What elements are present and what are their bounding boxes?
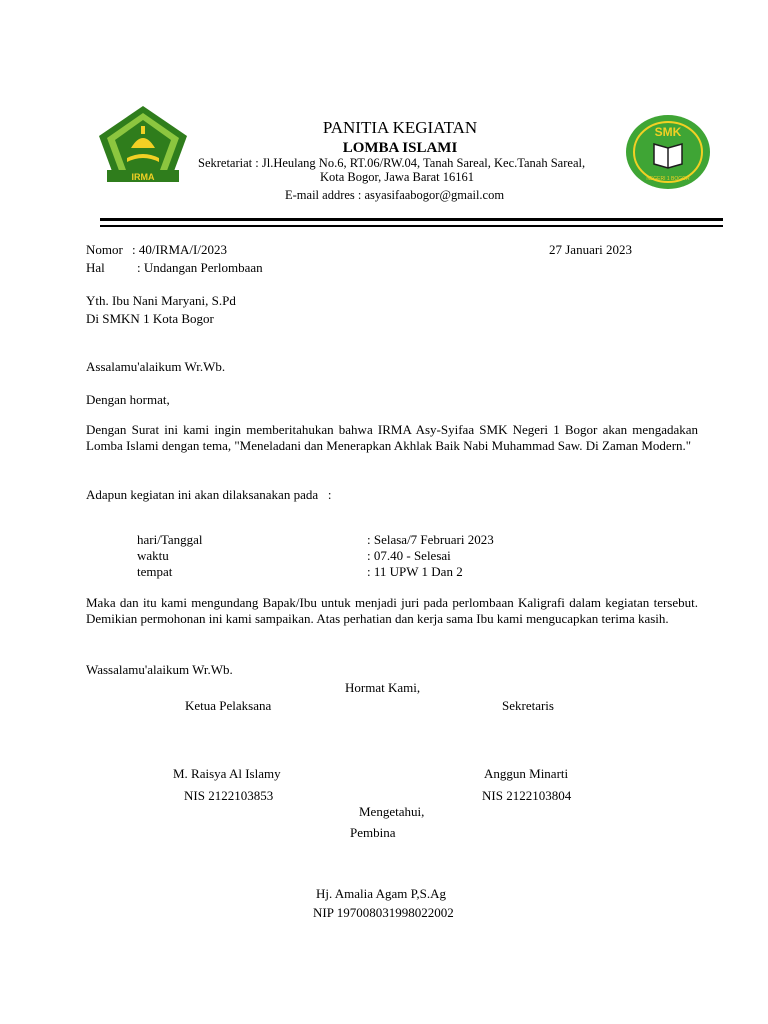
letterhead-address-line1: Sekretariat : Jl.Heulang No.6, RT.06/RW.04, Tanah Sareal, Kec.Tanah Sareal, <box>198 156 586 170</box>
irma-logo <box>97 104 189 184</box>
greeting: Assalamu'alaikum Wr.Wb. <box>86 359 226 374</box>
ketua-role: Ketua Pelaksana <box>185 698 272 713</box>
letterhead-title: PANITIA KEGIATAN <box>322 118 478 137</box>
sekretaris-nis: NIS 2122103804 <box>482 788 572 803</box>
hormat-kami: Hormat Kami, <box>345 680 421 695</box>
hal-label: Hal <box>86 260 105 275</box>
nomor-label: Nomor <box>86 242 123 257</box>
pembina-name: Hj. Amalia Agam P,S.Ag <box>316 886 447 901</box>
opening: Dengan hormat, <box>86 392 170 407</box>
sekretaris-name: Anggun Minarti <box>484 766 569 781</box>
svg-text:IRMA: IRMA <box>131 172 155 182</box>
pembina-role: Pembina <box>350 825 396 840</box>
letterhead-address-line2: Kota Bogor, Jawa Barat 16161 <box>320 170 474 184</box>
hal-value: : Undangan Perlombaan <box>137 260 263 275</box>
letterhead-subtitle: LOMBA ISLAMI <box>342 140 458 156</box>
sekretaris-role: Sekretaris <box>502 698 554 713</box>
schedule-row-label: tempat <box>137 564 173 579</box>
irma-logo-icon <box>97 104 189 184</box>
pembina-nip: NIP 197008031998022002 <box>313 905 454 920</box>
ketua-name: M. Raisya Al Islamy <box>173 766 281 781</box>
mengetahui: Mengetahui, <box>359 804 425 819</box>
schedule-row-label: hari/Tanggal <box>137 532 203 547</box>
ketua-nis: NIS 2122103853 <box>184 788 274 803</box>
smk-logo-icon <box>625 114 711 190</box>
schedule-row-value: : 11 UPW 1 Dan 2 <box>367 564 463 579</box>
letterhead-email: E-mail addres : asyasifaabogor@gmail.com <box>285 188 505 202</box>
paragraph-intro: Dengan Surat ini kami ingin memberitahukan bahwa IRMA Asy-Syifaa SMK Negeri 1 Bogor akan mengadakan Lomba Islami dengan tema, "Meneladani dan Menerapkan Akhlak Baik Nabi Muhammad Saw. Di Zaman Modern." <box>86 422 698 453</box>
schedule-row-value: : Selasa/7 Februari 2023 <box>367 532 494 547</box>
svg-text:SMK: SMK <box>654 125 682 139</box>
closing: Wassalamu'alaikum Wr.Wb. <box>86 662 233 677</box>
header-divider-thin <box>100 225 723 227</box>
recipient-name: Yth. Ibu Nani Maryani, S.Pd <box>86 293 236 308</box>
smk-logo <box>625 114 711 190</box>
svg-text:NEGERI 1 BOGOR: NEGERI 1 BOGOR <box>646 176 690 182</box>
schedule-row-value: : 07.40 - Selesai <box>367 548 451 563</box>
nomor-value: : 40/IRMA/I/2023 <box>132 242 227 257</box>
schedule-intro: Adapun kegiatan ini akan dilaksanakan pada : <box>86 487 332 502</box>
letter-date: 27 Januari 2023 <box>549 242 633 257</box>
header-divider-thick <box>100 218 723 221</box>
schedule-row-label: waktu <box>137 548 169 563</box>
recipient-location: Di SMKN 1 Kota Bogor <box>86 311 214 326</box>
paragraph-invitation: Maka dan itu kami mengundang Bapak/Ibu untuk menjadi juri pada perlombaan Kaligrafi dalam kegiatan tersebut. Demikian permohonan ini kami sampaikan. Atas perhatian dan kerja sama Ibu kami mengucapkan terima kasih. <box>86 595 698 626</box>
